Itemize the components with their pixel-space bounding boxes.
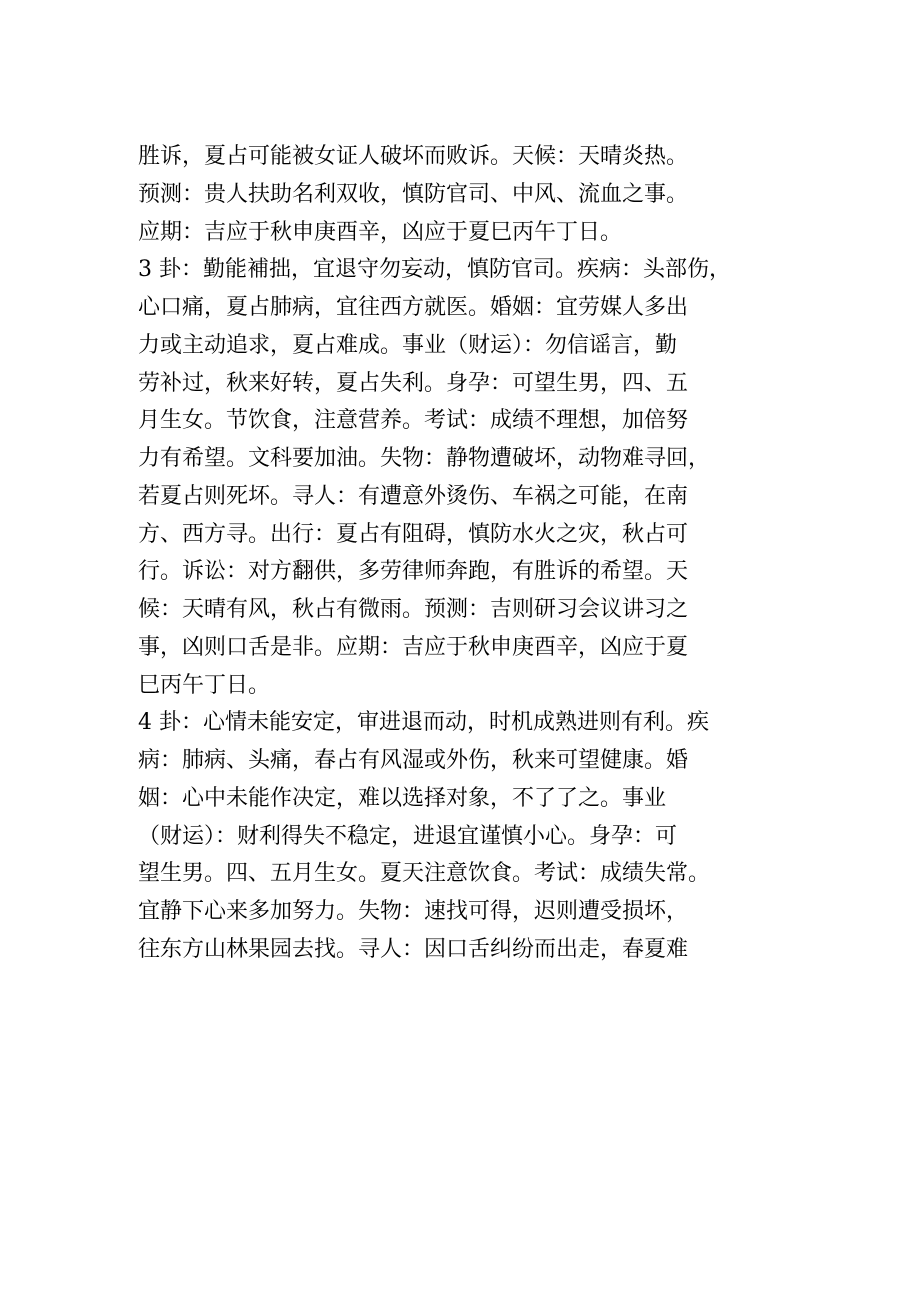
text-line: 应期：吉应于秋申庚酉辛，凶应于夏巳丙午丁日。 <box>138 219 623 245</box>
text-line: 劳补过，秋来好转，夏占失利。身孕：可望生男，四、五 <box>138 370 689 396</box>
text-line: 3 卦：勤能補拙，宜退守勿妄动，慎防官司。疾病：头部伤， <box>138 257 731 283</box>
text-line: （财运）：财利得失不稳定，进退宜谨慎小心。身孕：可 <box>138 823 678 849</box>
text-line: 宜静下心来多加努力。失物：速找可得，迟则遭受损坏， <box>138 899 689 924</box>
text-line: 姻：心中未能作决定，难以选择对象，不了了之。事业 <box>138 785 667 811</box>
text-line: 巳丙午丁日。 <box>138 672 271 698</box>
text-line: 力或主动追求，夏占难成。事业（财运）：勿信谣言，勤 <box>138 332 678 358</box>
text-line: 事，凶则口舌是非。应期：吉应于秋申庚酉辛，凶应于夏 <box>138 634 689 660</box>
text-line: 病：肺病、头痛，春占有风湿或外伤，秋来可望健康。婚 <box>138 748 689 773</box>
text-line: 若夏占则死坏。寻人：有遭意外烫伤、车祸之可能，在南 <box>138 483 689 509</box>
text-line: 心口痛，夏占肺病，宜往西方就医。婚姻：宜劳媒人多出 <box>138 295 689 320</box>
text-line: 望生男。四、五月生女。夏天注意饮食。考试：成绩失常。 <box>138 861 711 887</box>
text-line: 4 卦：心情未能安定，审进退而动，时机成熟进则有利。疾 <box>138 710 709 736</box>
text-line: 力有希望。文科要加油。失物：静物遭破坏，动物难寻回， <box>138 446 711 471</box>
text-line: 方、西方寻。出行：夏占有阻碍，慎防水火之灾，秋占可 <box>138 521 689 547</box>
text-line: 月生女。节饮食，注意营养。考试：成绩不理想，加倍努 <box>138 408 689 434</box>
text-line: 候：天晴有风，秋占有微雨。预测：吉则研习会议讲习之 <box>138 597 689 622</box>
text-line: 预测：贵人扶助名利双收，慎防官司、中风、流血之事。 <box>138 181 689 207</box>
text-line: 行。诉讼：对方翻供，多劳律师奔跑，有胜诉的希望。天 <box>138 559 689 585</box>
text-line: 往东方山林果园去找。寻人：因口舌纠纷而出走，春夏难 <box>138 936 689 962</box>
document-page <box>138 138 798 969</box>
text-line: 胜诉，夏占可能被女证人破坏而败诉。天候：天晴炎热。 <box>138 144 689 169</box>
